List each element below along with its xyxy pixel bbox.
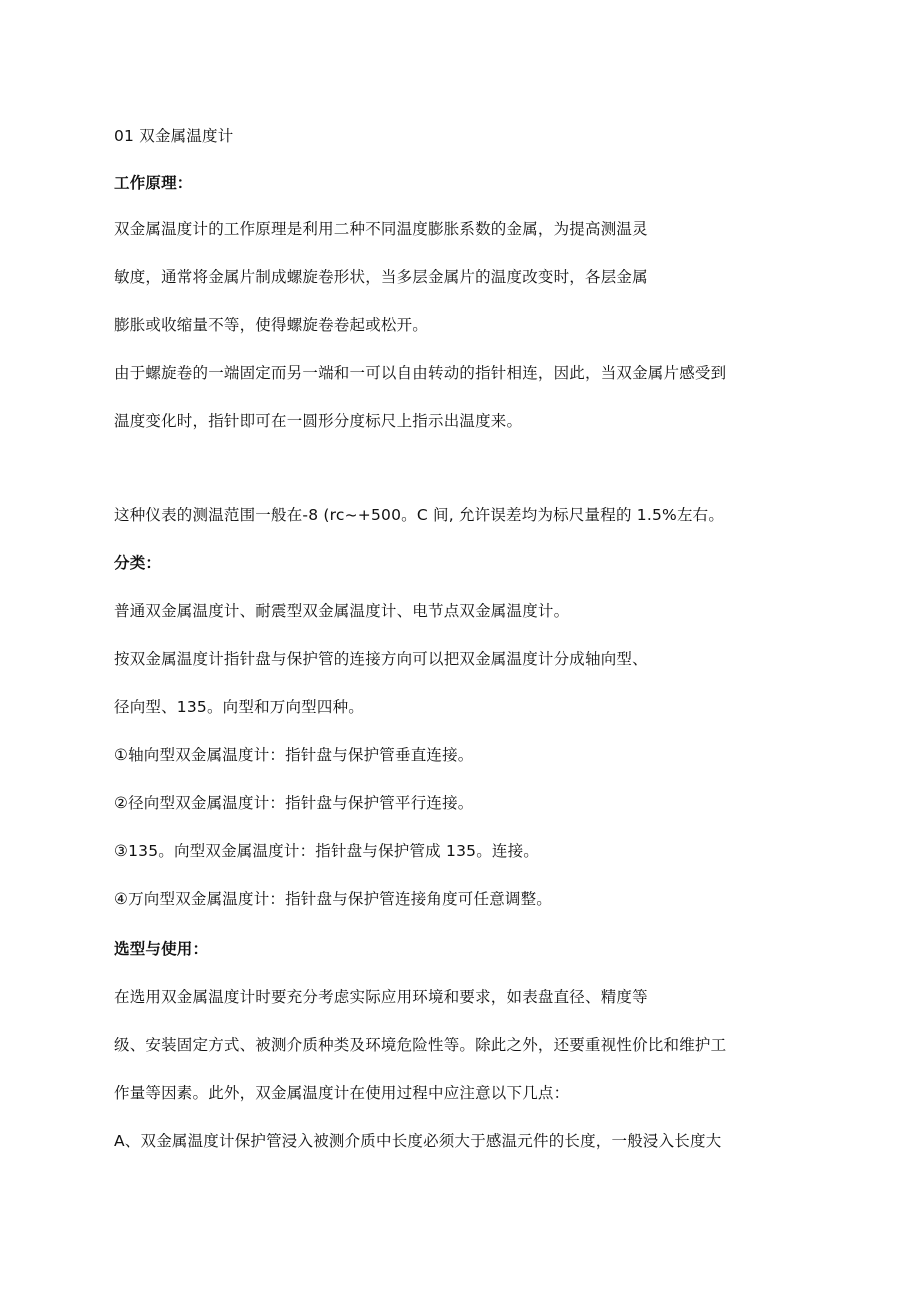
paragraph-line: 膨胀或收缩量不等，使得螺旋卷卷起或松开。 — [114, 316, 429, 334]
list-item: ②径向型双金属温度计：指针盘与保护管平行连接。 — [114, 794, 474, 812]
paragraph-line: 这种仪表的测温范围一般在-8 (rc~+500。C 间, 允许误差均为标尺量程的 1.5%左右。 — [114, 506, 725, 524]
paragraph-line: 双金属温度计的工作原理是利用二种不同温度膨胀系数的金属，为提高测温灵 — [114, 220, 648, 238]
paragraph-line: 由于螺旋卷的一端固定而另一端和一可以自由转动的指针相连，因此，当双金属片感受到 — [114, 364, 727, 382]
list-item: ①轴向型双金属温度计：指针盘与保护管垂直连接。 — [114, 746, 474, 764]
section-heading-selection: 选型与使用： — [114, 940, 209, 958]
list-item: ④万向型双金属温度计：指针盘与保护管连接角度可任意调整。 — [114, 890, 552, 908]
document-title: 01 双金属温度计 — [114, 127, 234, 145]
section-heading-classification: 分类： — [114, 554, 162, 572]
paragraph-line: 按双金属温度计指针盘与保护管的连接方向可以把双金属温度计分成轴向型、 — [114, 650, 648, 668]
paragraph-line: 作量等因素。此外，双金属温度计在使用过程中应注意以下几点： — [114, 1084, 570, 1102]
paragraph-line: 在选用双金属温度计时要充分考虑实际应用环境和要求，如表盘直径、精度等 — [114, 988, 648, 1006]
paragraph-line: 普通双金属温度计、耐震型双金属温度计、电节点双金属温度计。 — [114, 602, 570, 620]
paragraph-line: 敏度，通常将金属片制成螺旋卷形状，当多层金属片的温度改变时，各层金属 — [114, 268, 648, 286]
paragraph-line: 径向型、135。向型和万向型四种。 — [114, 698, 364, 716]
list-item: ③135。向型双金属温度计：指针盘与保护管成 135。连接。 — [114, 842, 539, 860]
paragraph-line: 级、安装固定方式、被测介质种类及环境危险性等。除此之外，还要重视性价比和维护工 — [114, 1036, 727, 1054]
section-heading-principle: 工作原理： — [114, 174, 193, 192]
paragraph-line: 温度变化时，指针即可在一圆形分度标尺上指示出温度来。 — [114, 412, 523, 430]
paragraph-line: A、双金属温度计保护管浸入被测介质中长度必须大于感温元件的长度，一般浸入长度大 — [114, 1132, 722, 1150]
